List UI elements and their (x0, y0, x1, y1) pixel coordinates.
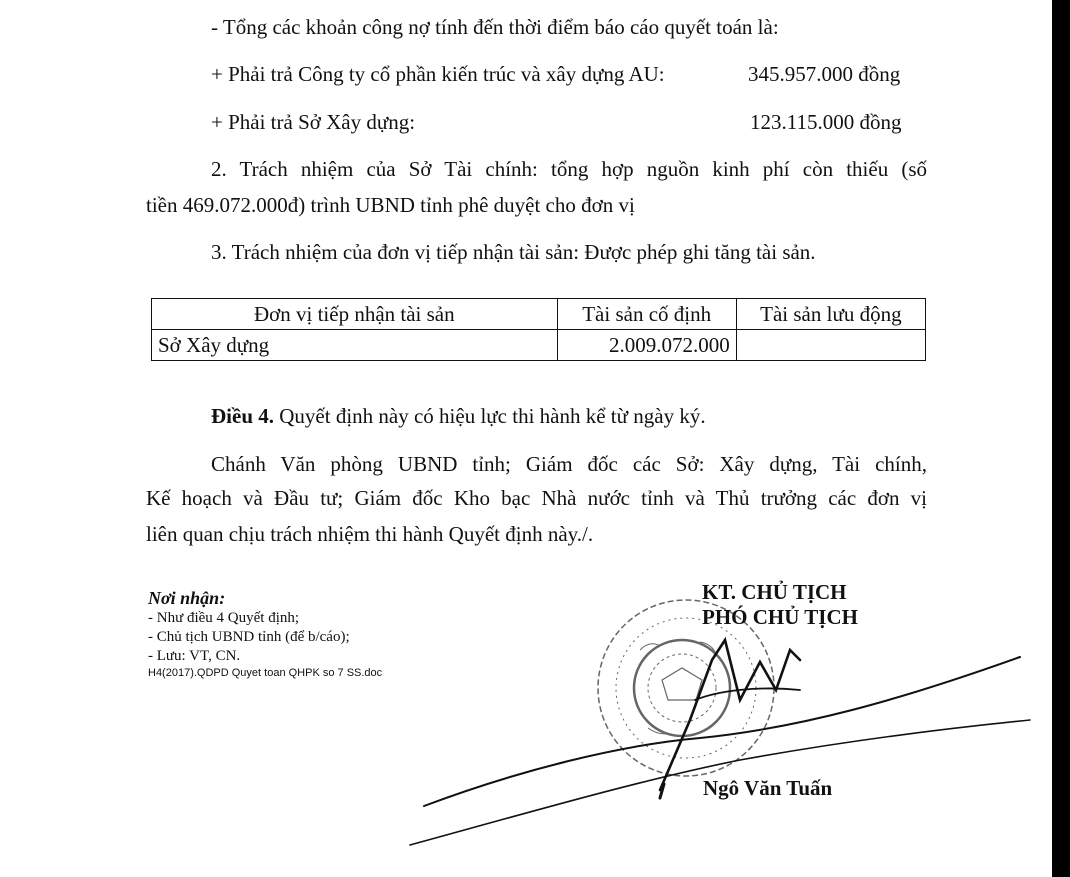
item3: 3. Trách nhiệm của đơn vị tiếp nhận tài sản: Được phép ghi tăng tài sản. (211, 240, 816, 264)
recipient-item: - Lưu: VT, CN. (148, 648, 241, 664)
article4-text: Quyết định này có hiệu lực thi hành kể từ ngày ký. (274, 404, 706, 428)
debt-au-amount: 345.957.000 đồng (748, 62, 901, 86)
article4-heading: Điều 4. (211, 404, 274, 428)
signature-title-line2: PHÓ CHỦ TỊCH (702, 605, 858, 629)
handwritten-signature-icon (410, 640, 1030, 845)
closing-line3: liên quan chịu trách nhiệm thi hành Quyết định này./. (146, 522, 594, 546)
debt-sxd-label: + Phải trả Sở Xây dựng: (211, 110, 416, 134)
table-header: Tài sản lưu động (736, 299, 925, 330)
debt-intro: - Tổng các khoản công nợ tính đến thời điểm báo cáo quyết toán là: (211, 15, 779, 39)
table-header: Đơn vị tiếp nhận tài sản (152, 299, 558, 330)
item2-line2: tiền 469.072.000đ) trình UBND tỉnh phê duyệt cho đơn vị (146, 193, 635, 217)
file-reference: H4(2017).QDPD Quyet toan QHPK so 7 SS.doc (148, 667, 383, 679)
table-cell: 2.009.072.000 (557, 330, 736, 361)
closing-line1: Chánh Văn phòng UBND tỉnh; Giám đốc các Sở: Xây dựng, Tài chính, (211, 452, 927, 476)
table-cell: Sở Xây dựng (152, 330, 558, 361)
debt-au-label: + Phải trả Công ty cổ phần kiến trúc và xây dựng AU: (211, 62, 665, 86)
item2-line1: 2. Trách nhiệm của Sở Tài chính: tổng hợp nguồn kinh phí còn thiếu (số (211, 157, 927, 181)
recipient-item: - Như điều 4 Quyết định; (148, 610, 300, 626)
debt-sxd-amount: 123.115.000 đồng (750, 110, 902, 134)
scan-border (1052, 0, 1070, 877)
closing-line2: Kế hoạch và Đầu tư; Giám đốc Kho bạc Nhà nước tỉnh và Thủ trưởng các đơn vị (146, 486, 927, 510)
recipients-title: Nơi nhận: (148, 588, 226, 608)
recipient-item: - Chủ tịch UBND tỉnh (để b/cáo); (148, 629, 350, 645)
signature-title-line1: KT. CHỦ TỊCH (702, 580, 847, 604)
signer-name: Ngô Văn Tuấn (703, 776, 833, 800)
table-header: Tài sản cố định (557, 299, 736, 330)
